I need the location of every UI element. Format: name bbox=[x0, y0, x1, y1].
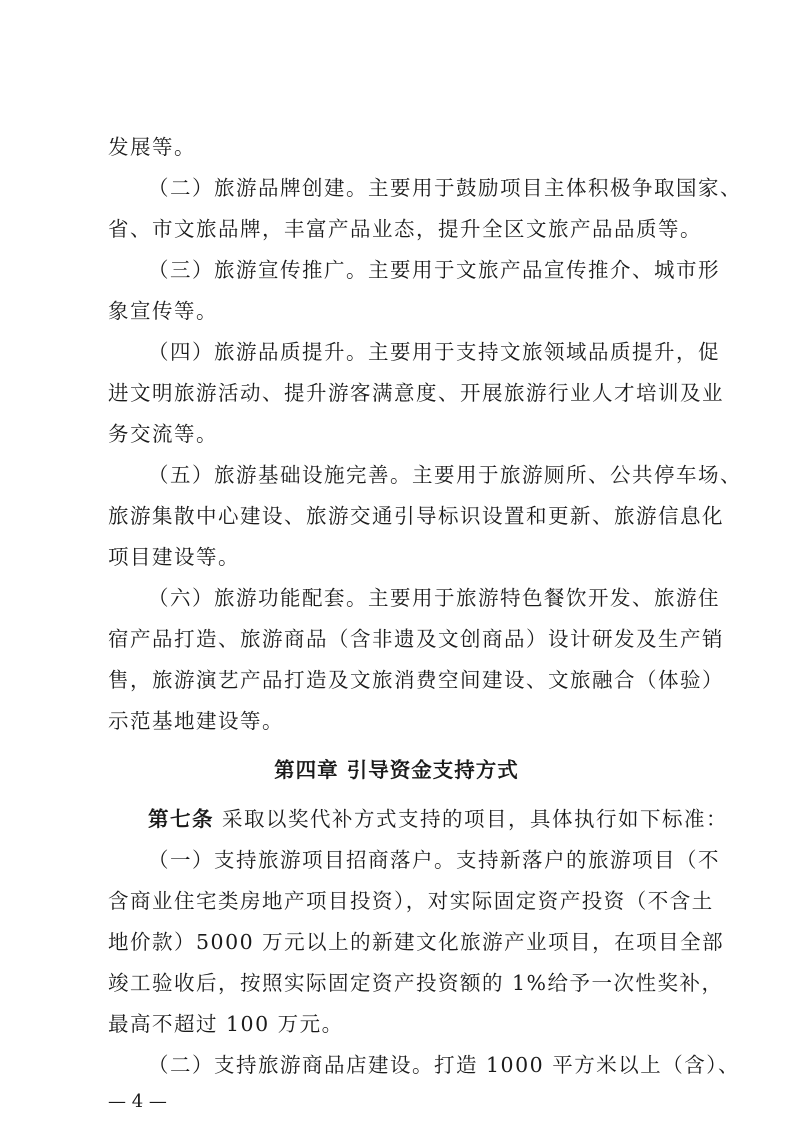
body-line: 地价款）5000 万元以上的新建文化旅游产业项目，在项目全部 bbox=[108, 930, 725, 954]
body-line: 省、市文旅品牌，丰富产品业态，提升全区文旅产品品质等。 bbox=[108, 217, 702, 241]
article-line bbox=[148, 804, 728, 834]
body-line: （二）旅游品牌创建。主要用于鼓励项目主体积极争取国家、 bbox=[148, 176, 742, 200]
body-line: 务交流等。 bbox=[108, 422, 218, 446]
body-line: 含商业住宅类房地产项目投资），对实际固定资产投资（不含土 bbox=[108, 889, 714, 913]
body-line: （五）旅游基础设施完善。主要用于旅游厕所、公共停车场、 bbox=[148, 463, 742, 487]
chapter-title: 第四章 引导资金支持方式 bbox=[274, 758, 519, 782]
body-line: 进文明旅游活动、提升游客满意度、开展旅游行业人才培训及业 bbox=[108, 381, 724, 405]
body-line: （一）支持旅游项目招商落户。支持新落户的旅游项目（不 bbox=[148, 848, 720, 872]
body-line: 项目建设等。 bbox=[108, 545, 240, 569]
body-line: 售，旅游演艺产品打造及文旅消费空间建设、文旅融合（体验） bbox=[108, 668, 724, 692]
article-text: 采取以奖代补方式支持的项目，具体执行如下标准： bbox=[214, 807, 729, 831]
body-line: 竣工验收后，按照实际固定资产投资额的 1%给予一次性奖补， bbox=[108, 971, 724, 995]
body-line: 最高不超过 100 万元。 bbox=[108, 1012, 344, 1036]
body-line: 发展等。 bbox=[108, 135, 196, 159]
body-line: （六）旅游功能配套。主要用于旅游特色餐饮开发、旅游住 bbox=[148, 586, 720, 610]
body-line: （三）旅游宣传推广。主要用于文旅产品宣传推介、城市形 bbox=[148, 258, 720, 282]
body-line: （四）旅游品质提升。主要用于支持文旅领域品质提升，促 bbox=[148, 340, 720, 364]
body-line: 宿产品打造、旅游商品（含非遗及文创商品）设计研发及生产销 bbox=[108, 627, 724, 651]
body-line: 示范基地建设等。 bbox=[108, 709, 284, 733]
body-line: 象宣传等。 bbox=[108, 299, 218, 323]
body-line: （二）支持旅游商品店建设。打造 1000 平方米以上（含）、 bbox=[148, 1053, 740, 1077]
article-heading: 第七条 bbox=[148, 807, 214, 831]
body-line: 旅游集散中心建设、旅游交通引导标识设置和更新、旅游信息化 bbox=[108, 504, 724, 528]
page-number: — 4 — bbox=[108, 1091, 167, 1112]
